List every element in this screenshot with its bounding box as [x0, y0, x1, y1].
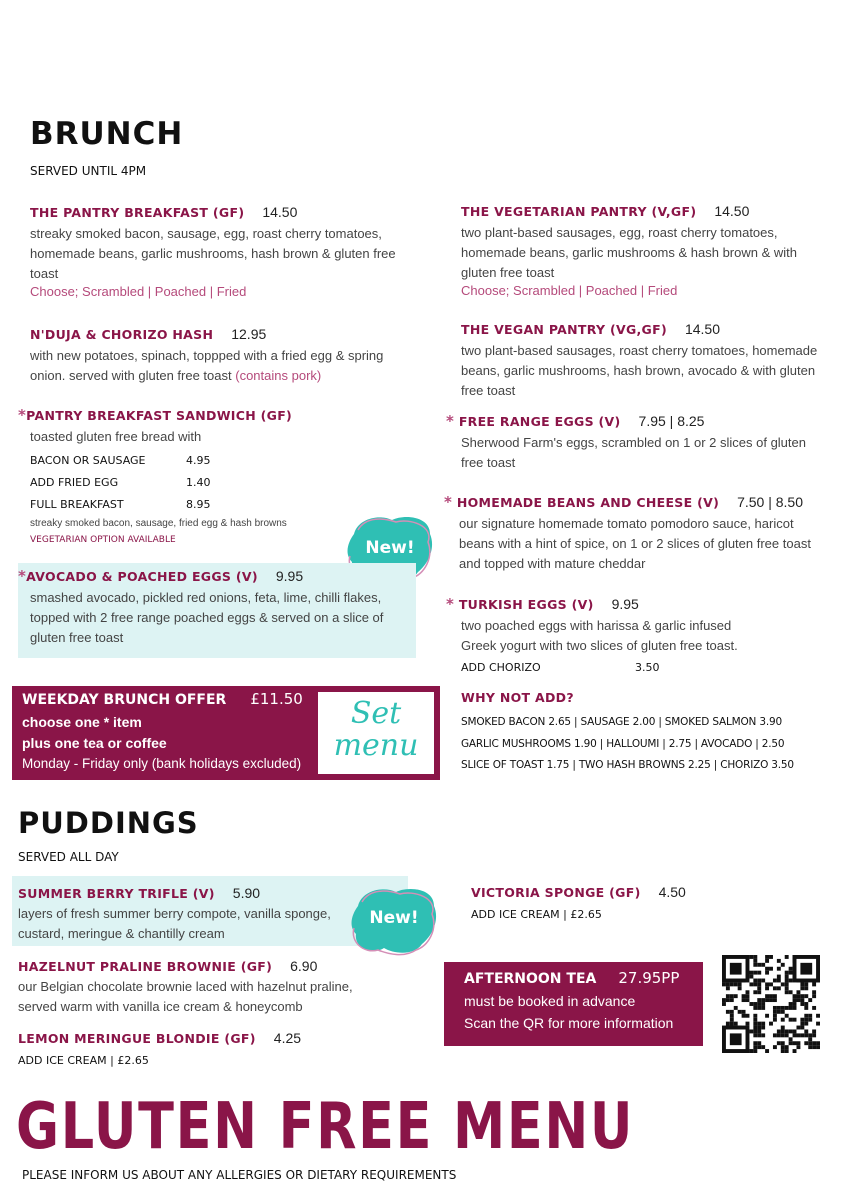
sandwich-desc: toasted gluten free bread with: [30, 429, 202, 444]
sponge-price: 4.50: [658, 884, 686, 900]
avocado-title: AVOCADO & POACHED EGGS (V): [26, 569, 258, 584]
vegetarian-item: [461, 203, 827, 298]
option-price: 8.95: [186, 498, 211, 511]
footer-title: GLUTEN FREE MENU: [16, 1090, 635, 1164]
offer-line2: plus one tea or coffee: [22, 735, 167, 751]
set-menu-line2: menu: [333, 728, 419, 763]
new-badge-text: New!: [365, 538, 415, 558]
blondie-price: 4.25: [273, 1030, 302, 1046]
brownie-title: HAZELNUT PRALINE BROWNIE (GF): [18, 959, 273, 974]
pantry-breakfast-desc: streaky smoked bacon, sausage, egg, roast cherry tomatoes, homemade beans, garlic mushrooms, hash brown & gluten free toast: [30, 226, 396, 281]
pantry-breakfast-item: [30, 204, 400, 299]
offer-price: £11.50: [250, 690, 303, 708]
blondie-add: ADD ICE CREAM | £2.65: [18, 1054, 149, 1067]
star-icon: *: [446, 595, 455, 613]
blondie-title: LEMON MERINGUE BLONDIE (GF): [18, 1031, 256, 1046]
set-menu-panel: [318, 692, 434, 774]
sandwich-full-desc: streaky smoked bacon, sausage, fried egg & hash browns: [30, 518, 287, 529]
offer-line1a: choose one: [22, 714, 100, 730]
puddings-subheading: SERVED ALL DAY: [18, 850, 119, 864]
puddings-heading: PUDDINGS: [18, 806, 199, 840]
brownie-price: 6.90: [290, 958, 318, 974]
turkish-add-row: [461, 661, 681, 674]
vegan-title: THE VEGAN PANTRY (VG,GF): [461, 322, 667, 337]
trifle-price: 5.90: [232, 885, 261, 901]
sandwich-option-row: [30, 476, 230, 489]
qr-code-icon[interactable]: [722, 955, 820, 1053]
qr-code-graphic: [722, 955, 820, 1053]
turkish-add-price: 3.50: [635, 661, 660, 674]
vegetarian-desc: two plant-based sausages, egg, roast cherry tomatoes, homemade beans, garlic mushrooms & hash brown & with gluten free toast: [461, 225, 797, 280]
set-menu-line1: Set: [350, 696, 402, 731]
afternoon-tea-line1: must be booked in advance: [464, 993, 636, 1009]
trifle-title: SUMMER BERRY TRIFLE (V): [18, 886, 215, 901]
beans-price: 7.50 | 8.50: [737, 494, 804, 510]
brownie-desc: our Belgian chocolate brownie laced with hazelnut praline, served warm with vanilla ice cream & honeycomb: [18, 979, 353, 1014]
brunch-subheading: SERVED UNTIL 4PM: [30, 164, 147, 178]
option-label: BACON OR SAUSAGE: [30, 454, 146, 467]
vegetarian-price: 14.50: [714, 203, 750, 219]
why-not-line: GARLIC MUSHROOMS 1.90 | HALLOUMI | 2.75 | AVOCADO | 2.50: [461, 738, 785, 750]
nduja-note: (contains pork): [235, 368, 322, 383]
sponge-item: [471, 884, 771, 921]
sandwich-veg-note: VEGETARIAN OPTION AVAILABLE: [30, 535, 176, 545]
avocado-item: [18, 567, 408, 648]
pantry-breakfast-price: 14.50: [262, 204, 298, 220]
offer-title: WEEKDAY BRUNCH OFFER: [22, 692, 227, 708]
offer-line1b: item: [113, 714, 142, 730]
free-range-item: [446, 412, 826, 473]
vegan-item: [461, 321, 827, 401]
why-not-line: SLICE OF TOAST 1.75 | TWO HASH BROWNS 2.25 | CHORIZO 3.50: [461, 759, 794, 771]
nduja-title: N'DUJA & CHORIZO HASH: [30, 327, 214, 342]
turkish-price: 9.95: [611, 596, 639, 612]
brunch-heading: BRUNCH: [30, 116, 184, 152]
vegetarian-choose: Choose; Scrambled | Poached | Fried: [461, 283, 678, 298]
turkish-desc: two poached eggs with harissa & garlic infused Greek yogurt with two slices of gluten free toast.: [461, 618, 738, 653]
new-badge: [348, 884, 440, 958]
free-range-price: 7.95 | 8.25: [638, 413, 705, 429]
afternoon-tea-line2: Scan the QR for more information: [464, 1015, 674, 1031]
turkish-add-label: ADD CHORIZO: [461, 661, 541, 674]
sponge-title: VICTORIA SPONGE (GF): [471, 885, 641, 900]
vegetarian-title: THE VEGETARIAN PANTRY (V,GF): [461, 204, 697, 219]
beans-title: HOMEMADE BEANS AND CHEESE (V): [456, 495, 720, 510]
pantry-breakfast-choose: Choose; Scrambled | Poached | Fried: [30, 284, 247, 299]
beans-desc: our signature homemade tomato pomodoro sauce, haricot beans with a hint of spice, on 1 or 2 slices of gluten free toast and topped with mature cheddar: [459, 516, 811, 571]
nduja-desc: with new potatoes, spinach, toppped with a fried egg & spring onion. served with gluten free toast: [30, 348, 384, 383]
afternoon-tea-title: AFTERNOON TEA: [464, 971, 597, 987]
nduja-item: [30, 326, 400, 386]
star-icon: *: [444, 493, 453, 511]
weekday-offer-box: [12, 686, 440, 780]
turkish-title: TURKISH EGGS (V): [458, 597, 594, 612]
sandwich-option-row: [30, 454, 230, 467]
new-badge-text: New!: [369, 908, 419, 928]
pantry-breakfast-title: THE PANTRY BREAKFAST (GF): [30, 205, 245, 220]
option-price: 1.40: [186, 476, 211, 489]
sandwich-title: PANTRY BREAKFAST SANDWICH (GF): [26, 408, 293, 423]
trifle-item: [18, 885, 358, 944]
turkish-item: [446, 595, 826, 656]
beans-item: [444, 493, 824, 574]
sandwich-option-row: [30, 498, 230, 511]
free-range-title: FREE RANGE EGGS (V): [458, 414, 621, 429]
vegan-desc: two plant-based sausages, roast cherry tomatoes, homemade beans, garlic mushrooms, hash brown, avocado & with gluten free toast: [461, 343, 818, 398]
star-icon: *: [103, 714, 110, 730]
star-icon: *: [446, 412, 455, 430]
sandwich-item: [18, 406, 378, 447]
option-label: ADD FRIED EGG: [30, 476, 119, 489]
nduja-price: 12.95: [231, 326, 267, 342]
option-label: FULL BREAKFAST: [30, 498, 124, 511]
blondie-item: [18, 1030, 378, 1067]
why-not-title: WHY NOT ADD?: [461, 690, 574, 705]
avocado-price: 9.95: [275, 568, 304, 584]
option-price: 4.95: [186, 454, 211, 467]
footer-note: PLEASE INFORM US ABOUT ANY ALLERGIES OR DIETARY REQUIREMENTS: [22, 1168, 457, 1182]
sponge-add: ADD ICE CREAM | £2.65: [471, 908, 602, 921]
star-icon: *: [18, 406, 27, 424]
afternoon-tea-box: [444, 962, 703, 1046]
trifle-desc: layers of fresh summer berry compote, vanilla sponge, custard, meringue & chantilly cream: [18, 906, 331, 941]
avocado-desc: smashed avocado, pickled red onions, feta, lime, chilli flakes, topped with 2 free range poached eggs & served on a slice of gluten free toast: [30, 590, 384, 645]
afternoon-tea-price: 27.95PP: [618, 969, 680, 987]
free-range-desc: Sherwood Farm's eggs, scrambled on 1 or 2 slices of gluten free toast: [461, 435, 806, 470]
why-not-line: SMOKED BACON 2.65 | SAUSAGE 2.00 | SMOKED SALMON 3.90: [461, 716, 782, 728]
star-icon: *: [18, 567, 27, 585]
offer-line3: Monday - Friday only (bank holidays excluded): [22, 756, 302, 771]
brownie-item: [18, 958, 378, 1017]
vegan-price: 14.50: [684, 321, 721, 337]
